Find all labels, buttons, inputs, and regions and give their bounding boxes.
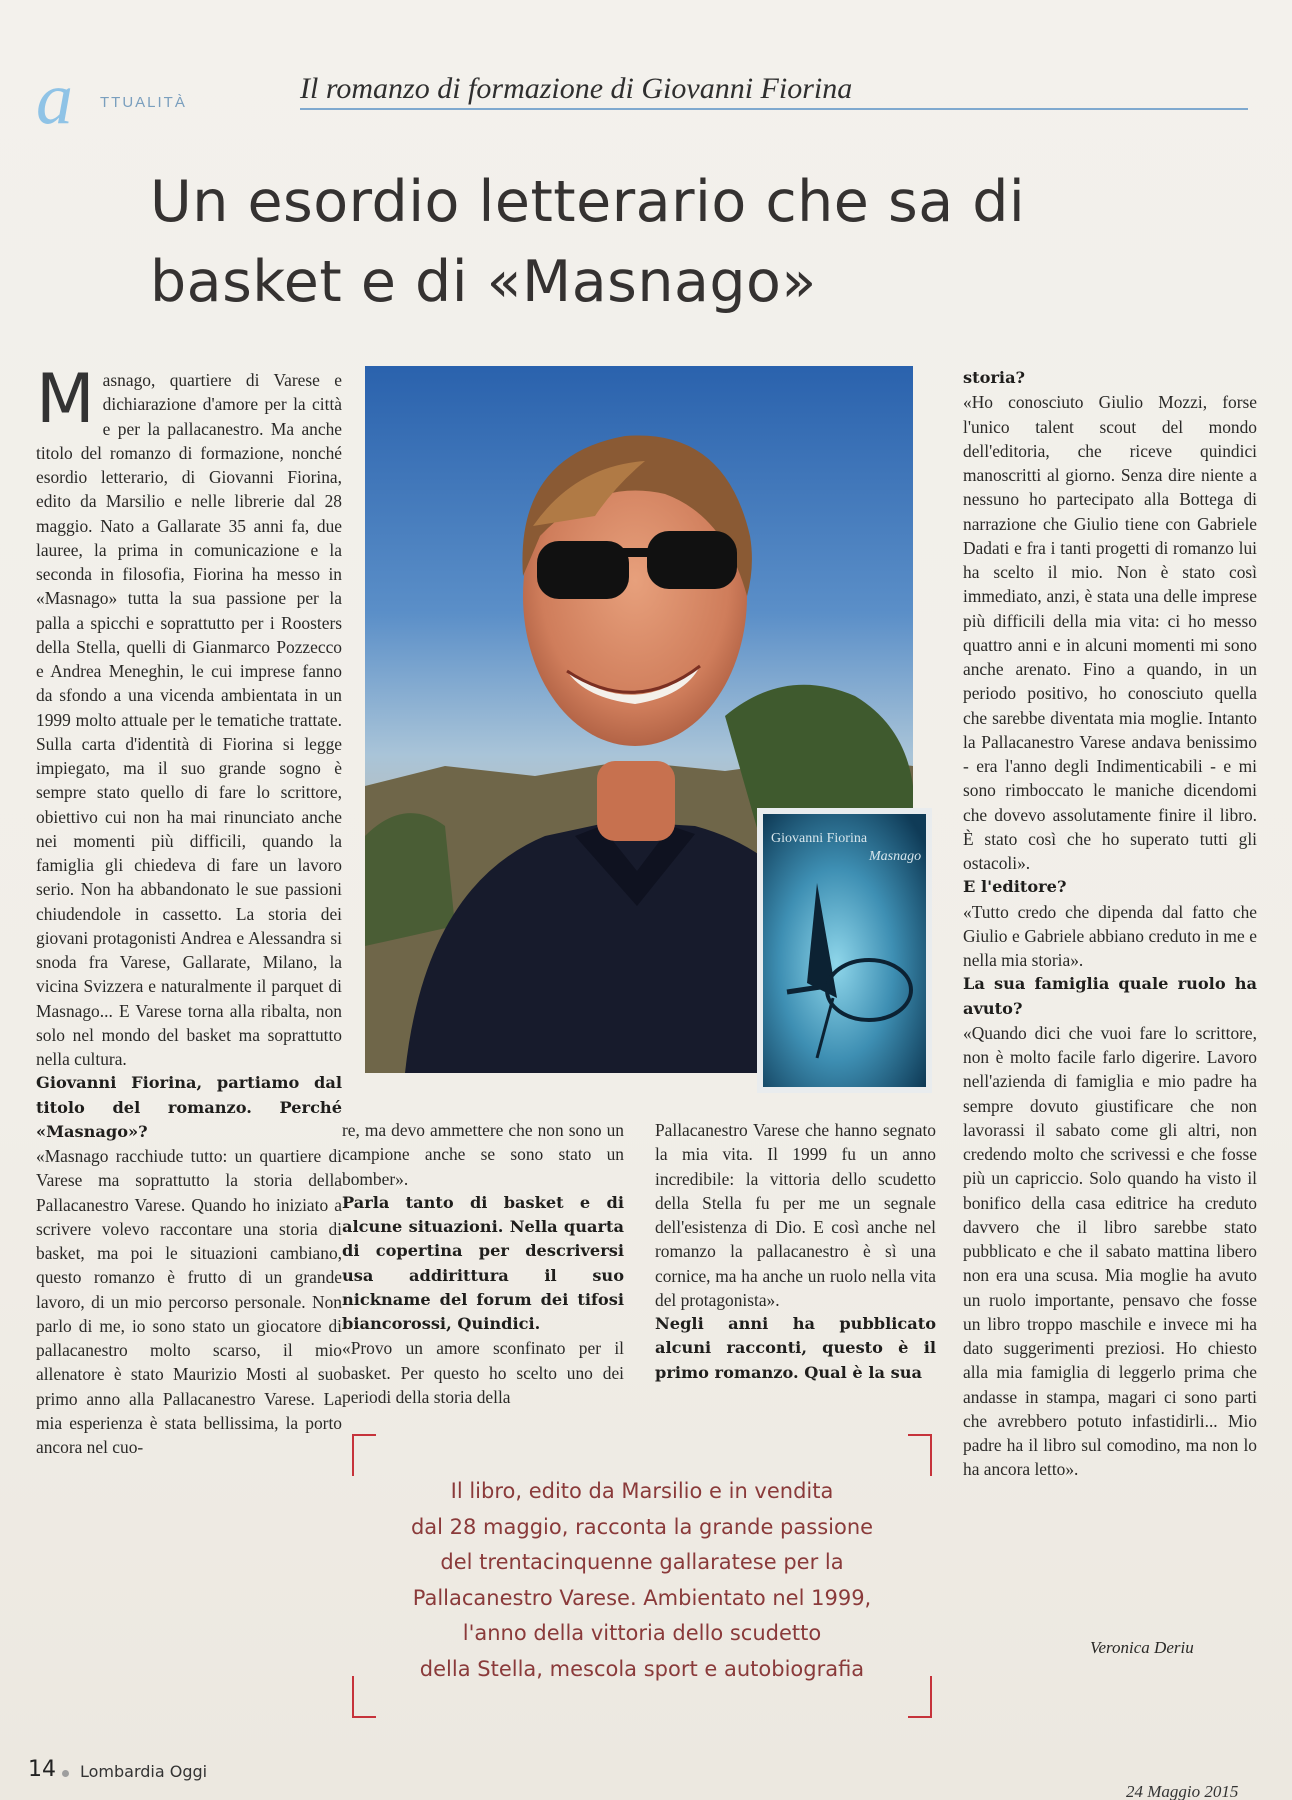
footer-bullet <box>62 1770 69 1777</box>
article-kicker: Il romanzo di formazione di Giovanni Fiorina <box>300 72 853 105</box>
pull-quote <box>352 1434 932 1800</box>
article-column-4 <box>963 366 1257 1482</box>
pull-quote-line: l'anno della vittoria dello scudetto <box>462 1621 822 1645</box>
article-headline: Un esordio letterario che sa di basket e di «Masnago» <box>150 169 1026 315</box>
article-paragraph: re, ma devo ammettere che non sono un campione anche se sono stato un bomber». <box>342 1120 624 1189</box>
interview-question: Giovanni Fiorina, partiamo dal titolo del romanzo. Perché «Masnago»? <box>36 1073 342 1141</box>
book-cover-title: Masnago <box>869 849 922 864</box>
article-column-3 <box>655 1118 936 1385</box>
book-cover-image <box>757 808 932 1093</box>
magazine-name: Lombardia Oggi <box>80 1762 208 1781</box>
article-column-1 <box>36 360 342 1459</box>
interview-question: storia? <box>963 368 1026 387</box>
article-paragraph: «Quando dici che vuoi fare lo scrittore, non è molto facile farlo digerire. Lavoro nell'azienda di famiglia e mio padre ha sempre dovuto giustificare che non lavorassi il sabato come gli altri, non credendo molto che scrivessi e che fosse più un capriccio. Solo quando ha visto il bonifico della casa editrice ha creduto davvero che il libro sarebbe stato pubblicato e che il sabato mattina libero non era una scusa. Mia moglie ha avuto un ruolo importante, pensavo che fosse un libro troppo maschile e invece mi ha dato suggerimenti preziosi. Ho chiesto alla mia famiglia di leggerlo prima che andasse in stampa, magari ci sono parti che avrebbero potuto infastidirli... Mio padre ha il libro sul comodino, ma non lo ha ancora letto». <box>963 1022 1257 1480</box>
article-paragraph: «Provo un amore sconfinato per il basket. Per questo ho scelto uno dei periodi della storia della <box>342 1338 624 1407</box>
article-paragraph: asnago, quartiere di Varese e dichiarazione d'amore per la città e per la pallacanestro. Ma anche titolo del romanzo di formazione, nonché esordio letterario, di Giovanni Fiorina, edito da Marsilio e nelle librerie dal 28 maggio. Nato a Gallarate 35 anni fa, due lauree, la prima in comunicazione e la seconda in filosofia, Fiorina ha messo in «Masnago» tutta la sua passione per la palla a spicchi e soprattutto per i Roosters della Stella, quelli di Gianmarco Pozzecco e Andrea Meneghin, le cui imprese fanno da sfondo a una vicenda ambientata in un 1999 molto attuale per le tematiche trattate. Sulla carta d'identità di Fiorina si legge impiegato, ma il suo grande sogno è sempre stato quello di fare lo scrittore, obiettivo cui non ha mai rinunciato anche nei momenti più difficili, quando la famiglia gli chiedeva di fare un lavoro serio. Non ha abbandonato le sue passioni chiudendole in cassetto. La storia dei giovani protagonisti Andrea e Alessandra si snoda fra Varese, Gallarate, Milano, la vicina Svizzera e naturalmente il parquet di Masnago... E Varese torna alla ribalta, non solo nel mondo del basket ma soprattutto nella cultura. <box>36 370 342 1069</box>
interview-question: Negli anni ha pubblicato alcuni racconti, questo è il primo romanzo. Qual è la sua <box>655 1314 936 1382</box>
article-paragraph: «Ho conosciuto Giulio Mozzi, forse l'unico talent scout del mondo dell'editoria, che riceve quindici manoscritti al giorno. Senza dire niente a nessuno ho partecipato alla Bottega di narrazione che Giulio tiene con Gabriele Dadati e fra i tanti progetti di romanzo lui ha scelto il mio. Non è stato così immediato, anzi, è stata una delle imprese più difficili della mia vita: ci ho messo quattro anni e in alcuni momenti mi sono anche arenato. Fino a quando, in un periodo positivo, ho conosciuto quella che sarebbe diventata mia moglie. Intanto la Pallacanestro Varese andava benissimo - era l'anno degli Indimenticabili - e mi sono rimboccato le maniche dicendomi che dovevo assolutamente finire il libro. È stato così che ho superato tutti gli ostacoli». <box>963 392 1257 873</box>
section-label: TTUALITÀ <box>100 94 187 111</box>
pull-quote-line: dal 28 maggio, racconta la grande passione <box>410 1514 874 1539</box>
article-paragraph: «Tutto credo che dipenda dal fatto che Giulio e Gabriele abbiano creduto in me e nella mia storia». <box>963 901 1257 970</box>
header-rule <box>300 108 1248 110</box>
column-1-body <box>36 360 342 1459</box>
pull-quote-text <box>352 1474 932 1687</box>
book-cover-author: Giovanni Fiorina <box>771 831 868 846</box>
pull-quote-line: della Stella, mescola sport e autobiografia <box>419 1656 865 1681</box>
pull-quote-line: del trentacinquenne gallaratese per la <box>440 1550 844 1574</box>
article-paragraph: Pallacanestro Varese che hanno segnato la mia vita. Il 1999 fu un anno incredibile: la vittoria dello scudetto della Stella fu per me un segnale dell'esistenza di Dio. E così anche nel romanzo la pallacanestro è sì una cornice, ma ha anche un ruolo nella vita del protagonista». <box>655 1120 936 1310</box>
byline: Veronica Deriu <box>1090 1638 1194 1657</box>
page-number: 14 <box>28 1757 56 1782</box>
article-paragraph: «Masnago racchiude tutto: un quartiere di Varese ma soprattutto la storia della Pallacanestro Varese. Quando ho iniziato a scrivere volevo raccontare una storia di basket, ma poi le situazioni cambiano, questo romanzo è frutto di un grande lavoro, di un mio percorso personale. Non parlo di me, io sono stato un giocatore di pallacanestro molto scarso, il mio allenatore è stato Maurizio Mosti al suo primo anno alla Pallacanestro Varese. La mia esperienza è stata bellissima, la porto ancora nel cuo- <box>36 1146 342 1457</box>
interview-question: La sua famiglia quale ruolo ha avuto? <box>963 974 1257 1018</box>
issue-date: 24 Maggio 2015 <box>1126 1782 1239 1800</box>
interview-question: Parla tanto di basket e di alcune situazioni. Nella quarta di copertina per descriversi usa addirittura il suo nickname del forum dei tifosi biancorossi, Quindici. <box>342 1192 624 1333</box>
article-column-2 <box>342 1118 624 1409</box>
pull-quote-bracket-top-left <box>352 1434 376 1476</box>
pull-quote-bracket-top-right <box>908 1434 932 1476</box>
pull-quote-line: Il libro, edito da Marsilio e in vendita <box>450 1479 834 1503</box>
pull-quote-line: Pallacanestro Varese. Ambientato nel 1999, <box>412 1585 872 1610</box>
section-logo-letter: a <box>36 58 73 140</box>
drop-cap: M <box>36 360 95 439</box>
interview-question: E l'editore? <box>963 877 1067 897</box>
